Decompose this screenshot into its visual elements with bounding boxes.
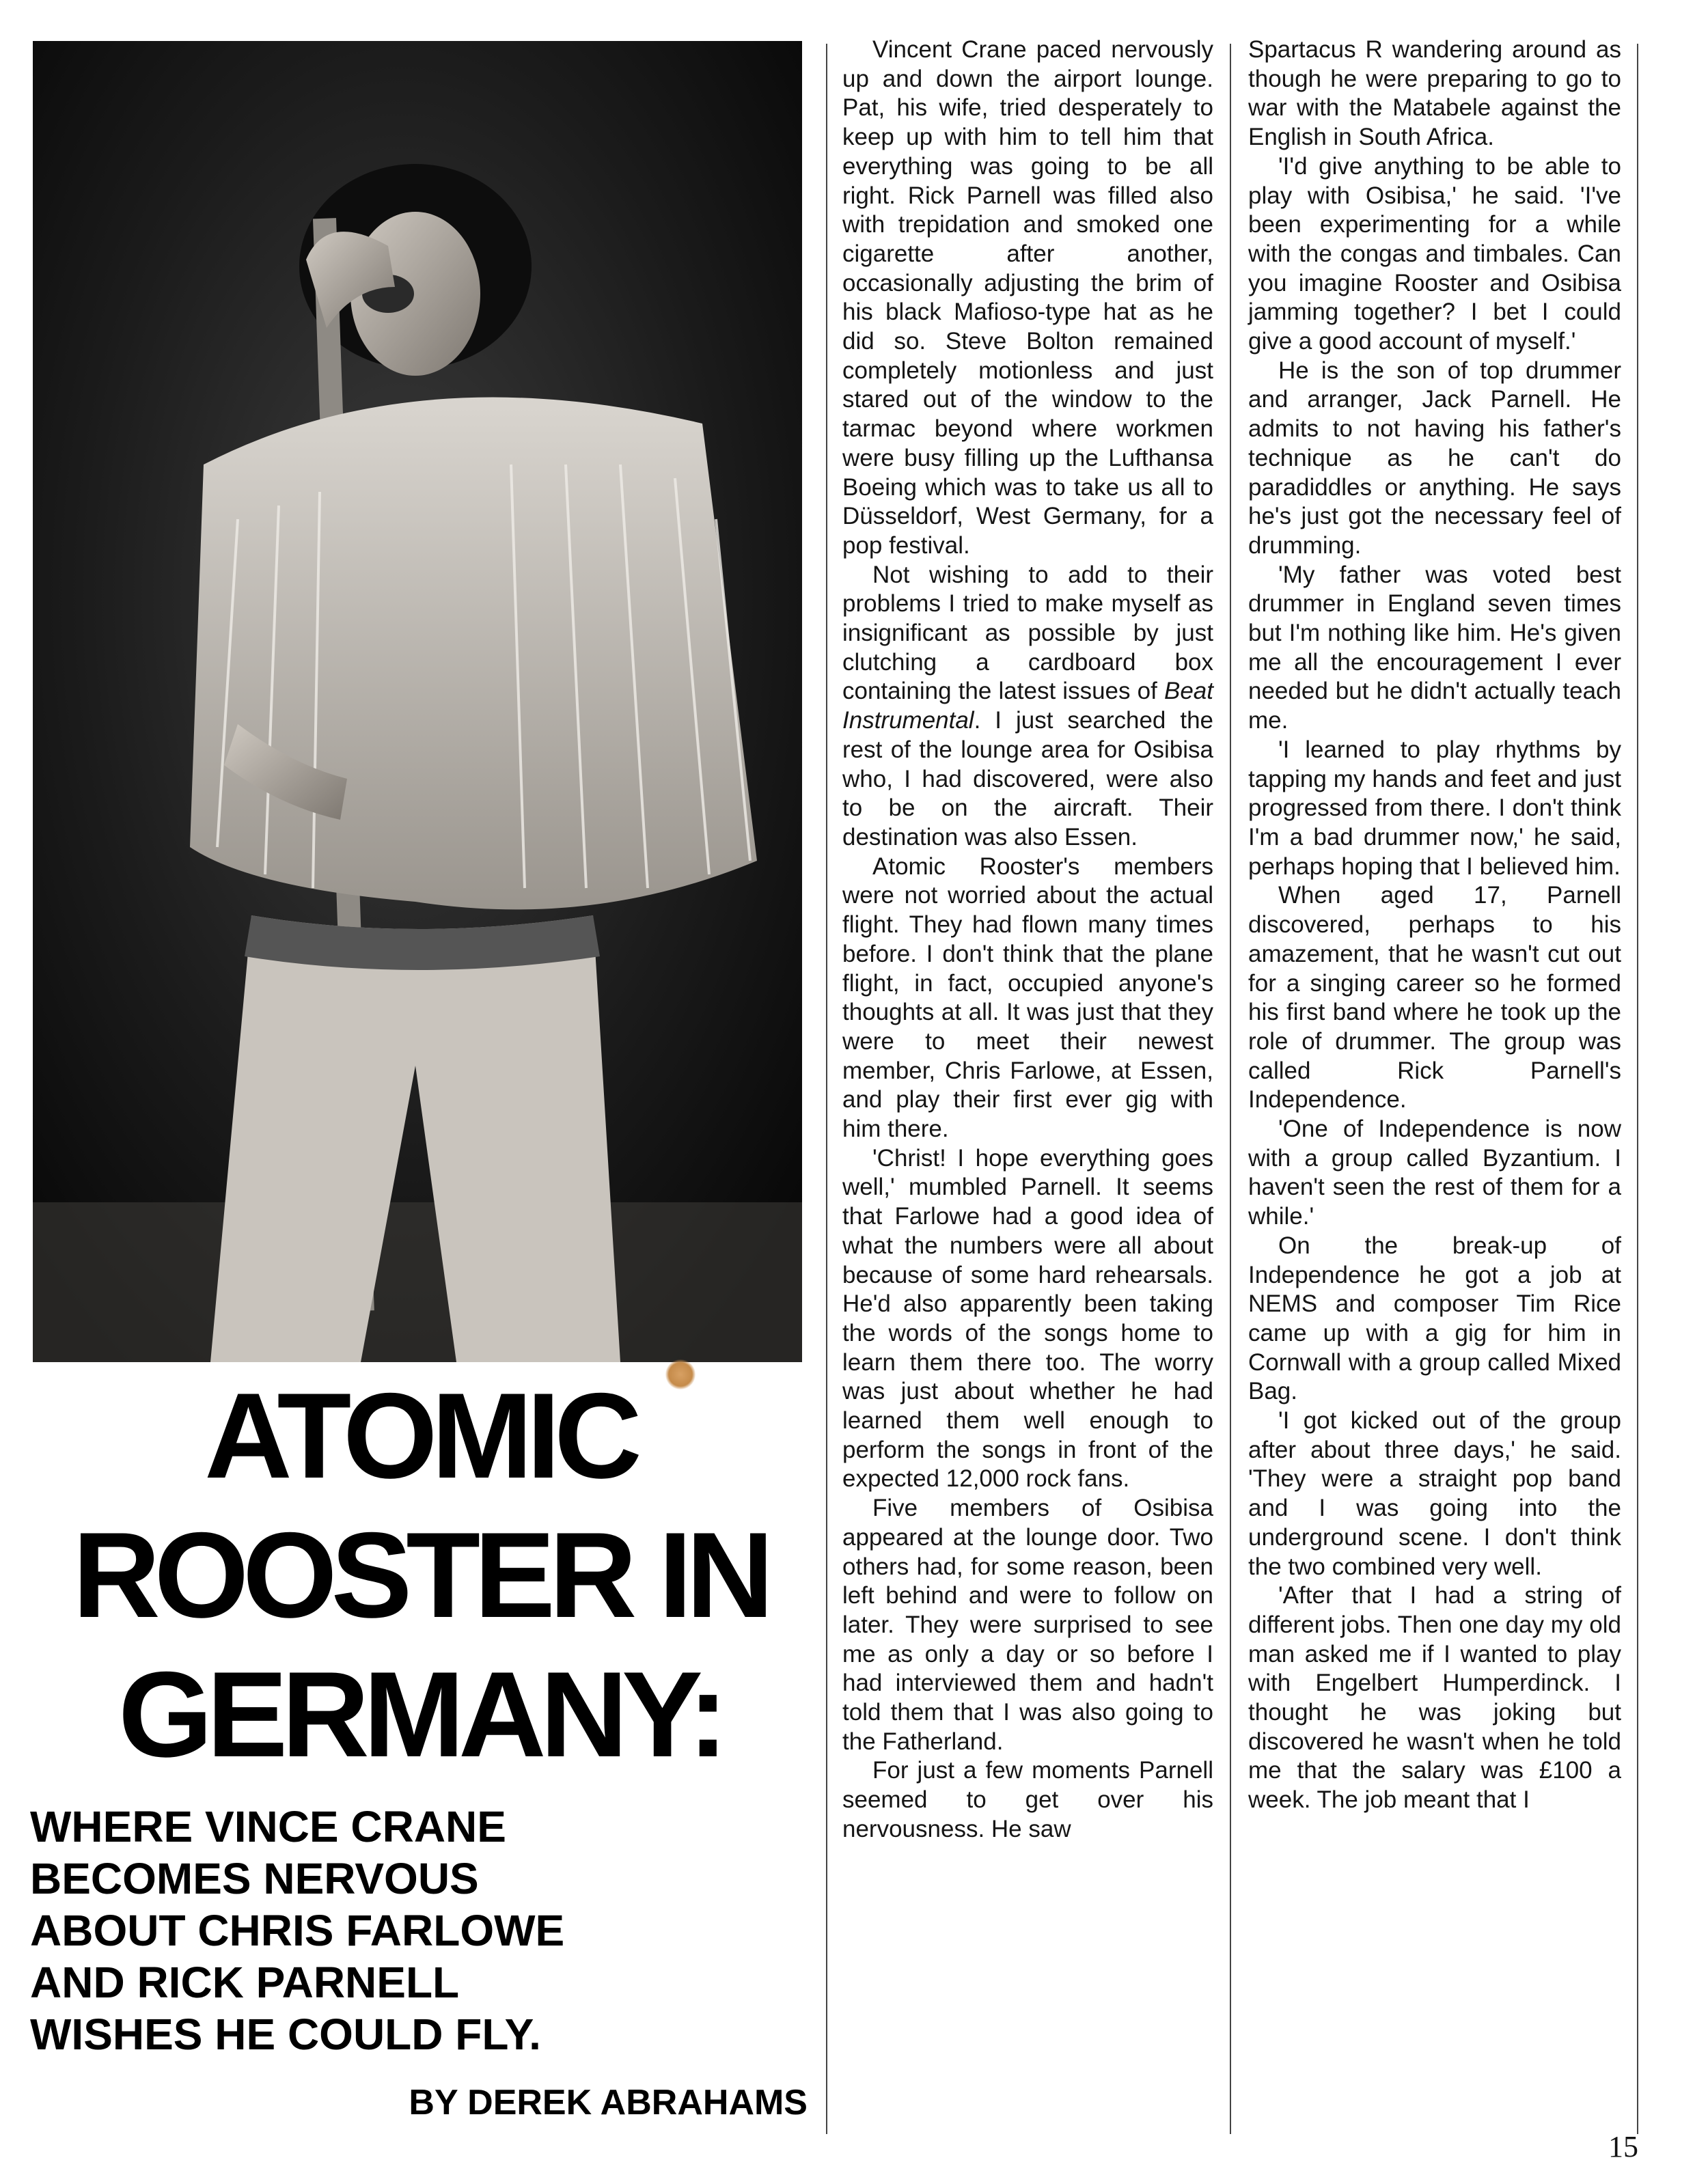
paragraph: Five members of Osibisa appeared at the lounge door. Two others had, for some reason, been left behind and were to follow on later. They were surprised to see me as only a day or so before I had interviewed them and hadn't told them that I was also going to the Fatherland. [842, 1495, 1213, 1755]
performer-photo-image [33, 41, 802, 1362]
paragraph: 'After that I had a string of different jobs. Then one day my old man asked me if I wanted to play with Engelbert Humperdinck. I thought he was joking but discovered he wasn't when he told me that the salary was £100 a week. The job meant that I [1248, 1582, 1621, 1814]
paragraph: 'I'd give anything to be able to play with Osibisa,' he said. 'I've been experimenting for a while with the congas and timbales. Can you imagine Rooster and Osibisa jamming together? I bet I could give a good account of myself.' [1248, 152, 1621, 355]
deck-line: AND RICK PARNELL [30, 1958, 460, 2007]
deck-line: BECOMES NERVOUS [30, 1854, 479, 1903]
paragraph: 'Christ! I hope everything goes well,' mumbled Parnell. It seems that Farlowe had a good idea of what the numbers were all about because of some hard rehearsals. He'd also apparently been taking the words of the songs home to learn them there too. The worry was just about whether he had learned them well enough to perform the songs in front of the expected 12,000 rock fans. [842, 1144, 1213, 1493]
performer-photo [33, 41, 802, 1362]
column-rule [1230, 44, 1231, 2134]
paragraph: He is the son of top drummer and arranger, Jack Parnell. He admits to not having his father's technique as he can't do paradiddles or anything. He says he's just got the necessary feel of drumming. [1248, 357, 1621, 559]
headline-line: ATOMIC [204, 1368, 636, 1504]
article-deck [30, 1801, 802, 2060]
paragraph [842, 561, 1213, 853]
article-column-2 [1248, 36, 1621, 1815]
paragraph: Vincent Crane paced nervously up and down the airport lounge. Pat, his wife, tried desperately to keep up with him to tell him that everything was going to be all right. Rick Parnell was filled also with trepidation and smoked one cigarette after another, occasionally adjusting the brim of his black Mafioso-type hat as he did so. Steve Bolton remained completely motionless and just stared out of the window to the tarmac beyond where workmen were busy filling up the Lufthansa Boeing which was to take us all to Düsseldorf, West Germany, for a pop festival. [842, 36, 1213, 559]
magazine-title: Beat Instrumental [842, 678, 1213, 734]
paragraph: When aged 17, Parnell discovered, perhaps to his amazement, that he wasn't cut out for a singing career so he formed his first band where he took up the role of drummer. The group was called Rick Parnell's Independence. [1248, 882, 1621, 1113]
paragraph: Atomic Rooster's members were not worried about the actual flight. They had flown many times before. I don't think that the plane flight, in fact, occupied anyone's thoughts at all. It was just that they were to meet their newest member, Chris Farlowe, at Essen, and play their first ever gig with him there. [842, 853, 1213, 1143]
paragraph: 'My father was voted best drummer in England seven times but I'm nothing like him. He's given me all the encouragement I ever needed but he didn't actually teach me. [1248, 561, 1621, 734]
column-rule [826, 44, 827, 2134]
deck-line: WISHES HE COULD FLY. [30, 2010, 541, 2059]
paragraph: For just a few moments Parnell seemed to get over his nervousness. He saw [842, 1757, 1213, 1842]
paragraph-text: Not wishing to add to their problems I tried to make myself as insignificant as possible by just clutching a cardboard box containing the latest issues of [842, 561, 1213, 705]
paragraph-text: . I just searched the rest of the lounge area for Osibisa who, I had discovered, were also to be on the aircraft. Their destination was also Essen. [842, 707, 1213, 850]
paragraph: 'One of Independence is now with a group called Byzantium. I haven't seen the rest of them for a while.' [1248, 1116, 1621, 1230]
headline-line: ROOSTER IN [72, 1507, 768, 1643]
deck-line: WHERE VINCE CRANE [30, 1802, 506, 1851]
paragraph: 'I learned to play rhythms by tapping my hands and feet and just progressed from there. I don't think I'm a bad drummer now,' he said, perhaps hoping that I believed him. [1248, 736, 1621, 880]
paragraph: On the break-up of Independence he got a job at NEMS and composer Tim Rice came up with a gig for him in Cornwall with a group called Mixed Bag. [1248, 1232, 1621, 1405]
byline: BY DEREK ABRAHAMS [409, 2083, 808, 2122]
article-column-1 [842, 36, 1213, 1844]
article-headline [27, 1366, 813, 1784]
deck-line: ABOUT CHRIS FARLOWE [30, 1906, 565, 1955]
paragraph: 'I got kicked out of the group after about three days,' he said. 'They were a straight pop band and I was going into the underground scene. I don't think the two combined very well. [1248, 1407, 1621, 1580]
headline-line: GERMANY: [118, 1646, 722, 1782]
paragraph: Spartacus R wandering around as though he were preparing to go to war with the Matabele against the English in South Africa. [1248, 36, 1621, 151]
page-number: 15 [1608, 2130, 1638, 2163]
column-rule [1637, 44, 1638, 2134]
